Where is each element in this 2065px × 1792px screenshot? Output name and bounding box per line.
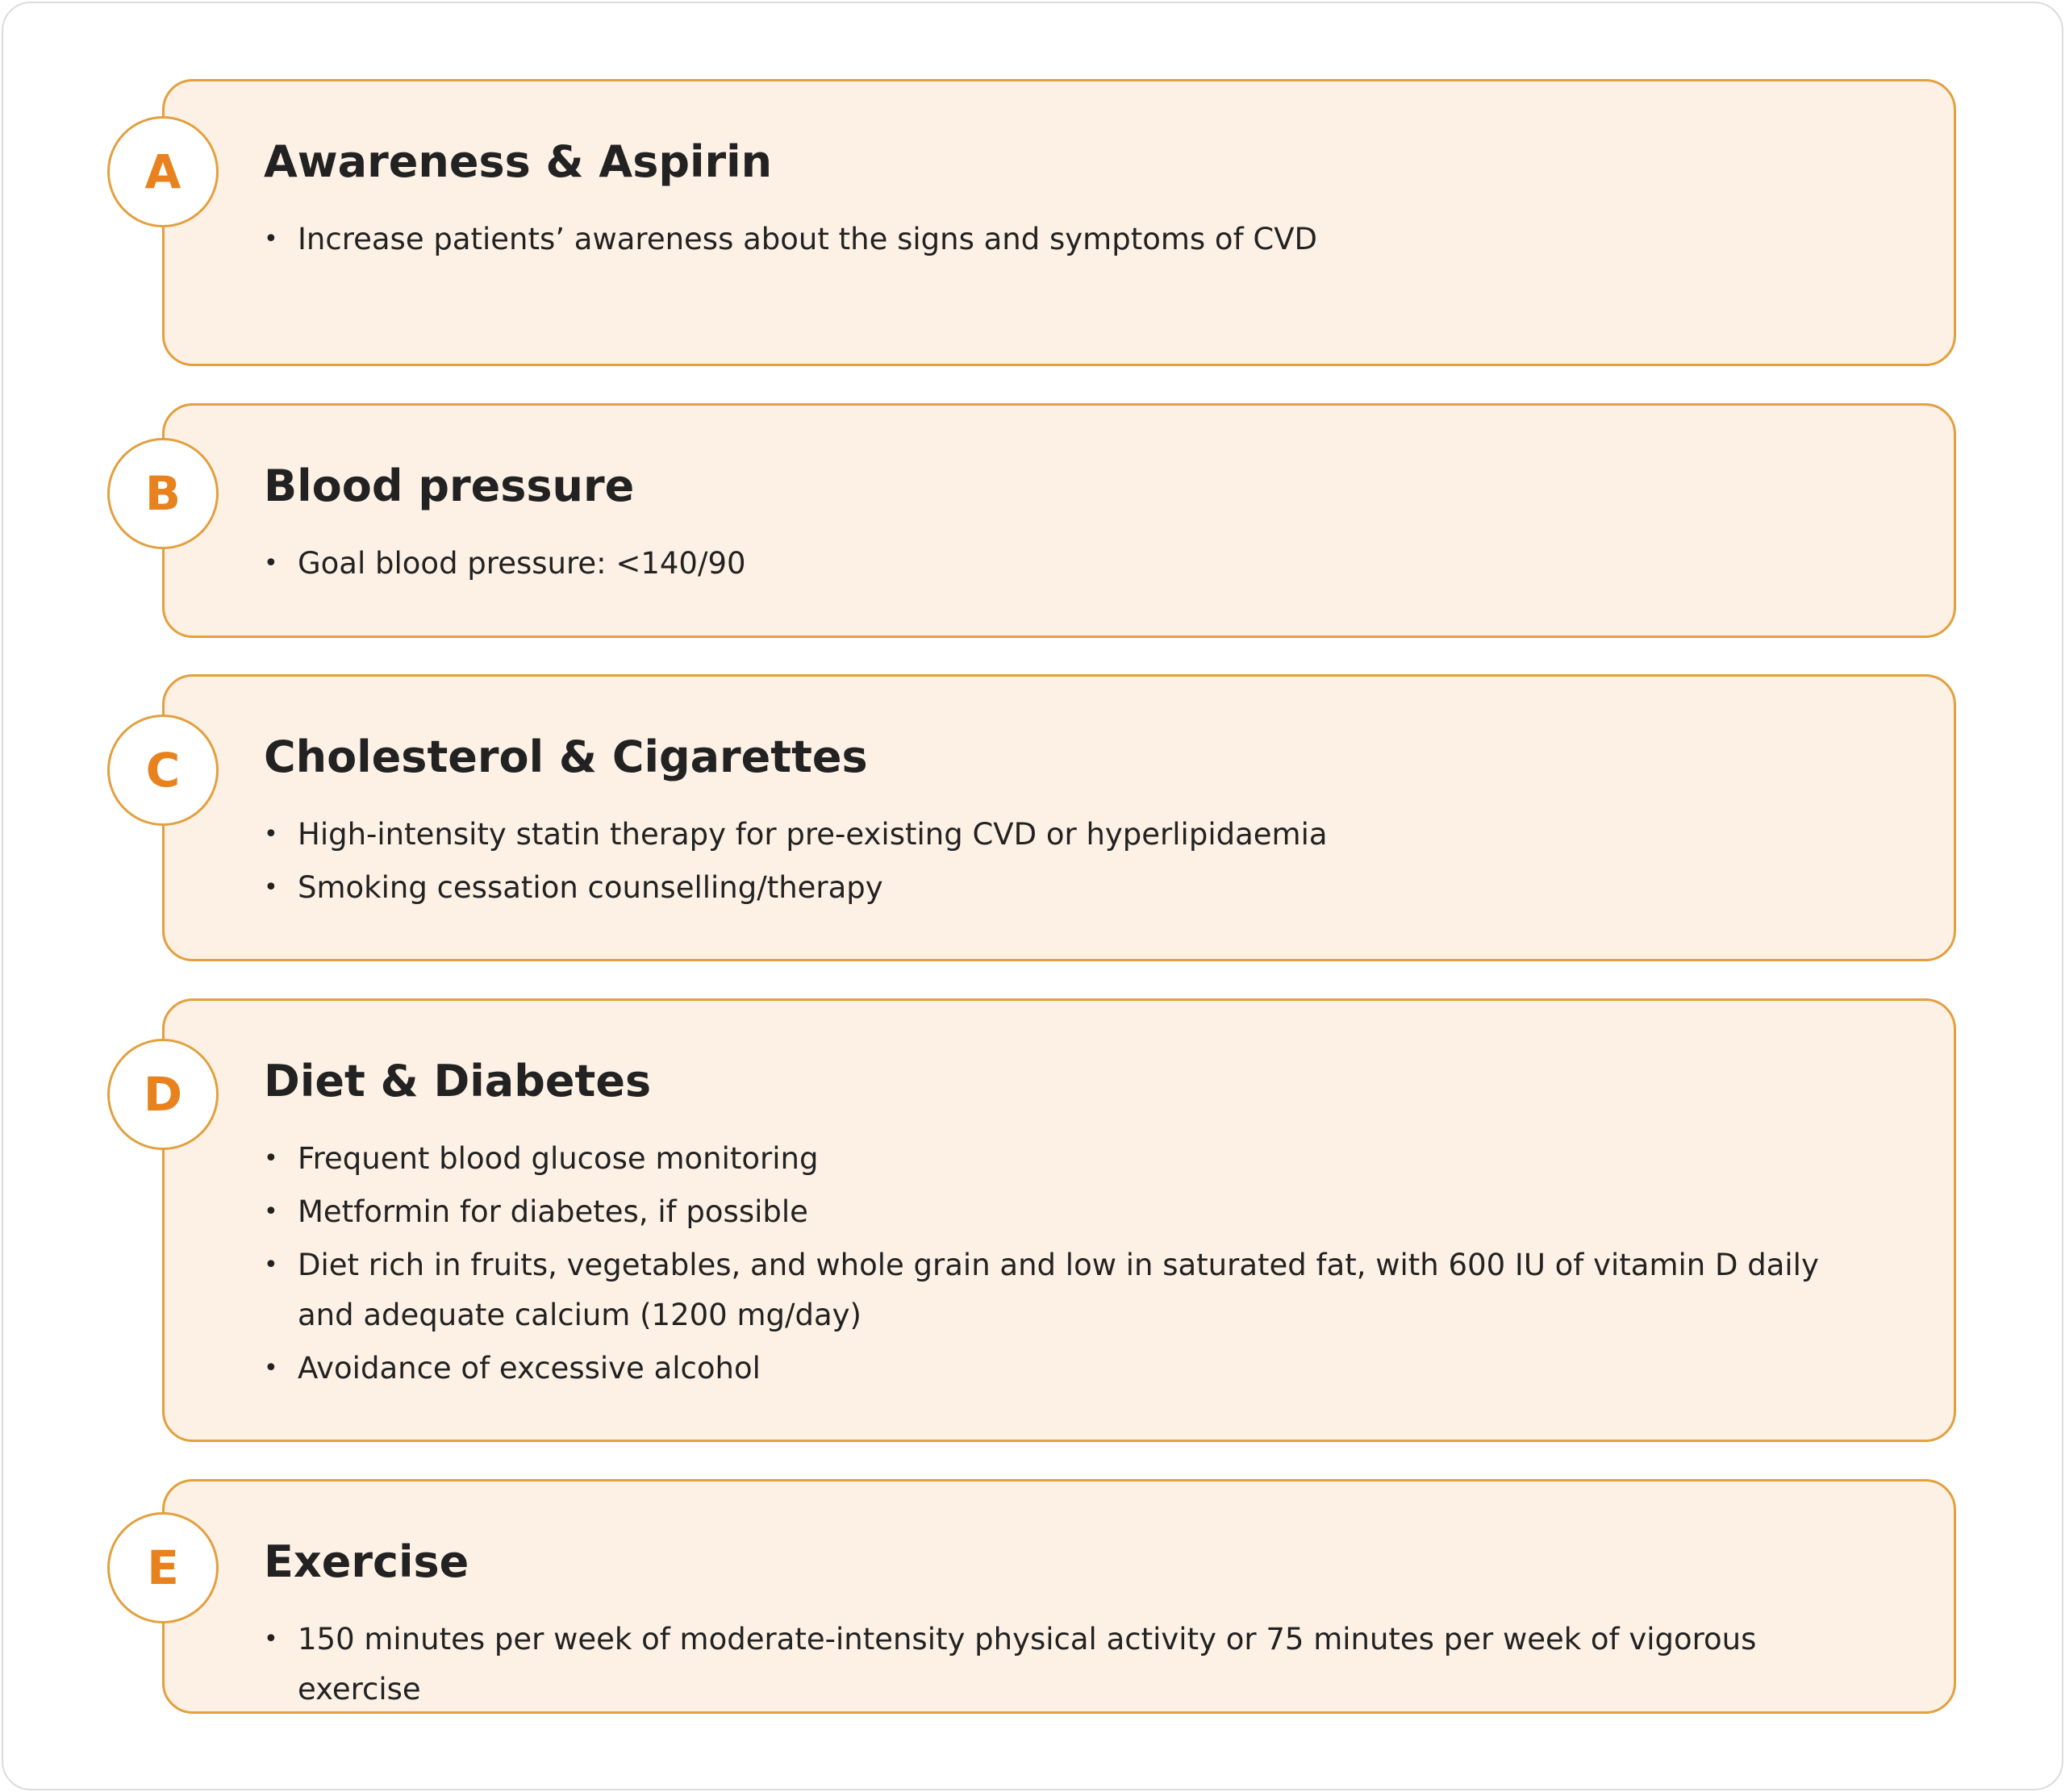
section-card-b xyxy=(162,403,1956,638)
list-item: • High-intensity statin therapy for pre-existing CVD or hyperlipidaemia xyxy=(264,810,1873,860)
section-title: Awareness & Aspirin xyxy=(264,136,773,187)
bullet-list xyxy=(264,215,1873,268)
bullet-list xyxy=(264,539,1873,592)
section-title: Blood pressure xyxy=(264,461,635,511)
section-card-d xyxy=(162,998,1956,1442)
section-title: Diet & Diabetes xyxy=(264,1056,652,1106)
list-item: • Diet rich in fruits, vegetables, and whole grain and low in saturated fat, with 600 IU of vitamin D daily and adequate calcium (1200 mg/day) xyxy=(264,1240,1873,1340)
letter-badge-c: C xyxy=(107,715,219,826)
section-card-c xyxy=(162,674,1956,961)
list-item: • Goal blood pressure: <140/90 xyxy=(264,539,1873,589)
letter-badge-a: A xyxy=(107,116,219,227)
list-item: • Increase patients’ awareness about the signs and symptoms of CVD xyxy=(264,215,1873,265)
list-item: • Metformin for diabetes, if possible xyxy=(264,1187,1873,1237)
letter-badge-b: B xyxy=(107,438,219,549)
section-title: Cholesterol & Cigarettes xyxy=(264,731,868,782)
letter-badge-e: E xyxy=(107,1512,219,1623)
letter-badge-d: D xyxy=(107,1039,219,1150)
list-item: • 150 minutes per week of moderate-intensity physical activity or 75 minutes per week of vigorous exercise xyxy=(264,1615,1873,1715)
list-item: • Avoidance of excessive alcohol xyxy=(264,1344,1873,1394)
bullet-list xyxy=(264,1134,1873,1397)
bullet-list xyxy=(264,810,1873,916)
section-card-a xyxy=(162,79,1956,366)
section-title: Exercise xyxy=(264,1536,469,1587)
list-item: • Frequent blood glucose monitoring xyxy=(264,1134,1873,1184)
bullet-list xyxy=(264,1615,1873,1718)
section-card-e xyxy=(162,1479,1956,1714)
list-item: • Smoking cessation counselling/therapy xyxy=(264,863,1873,913)
